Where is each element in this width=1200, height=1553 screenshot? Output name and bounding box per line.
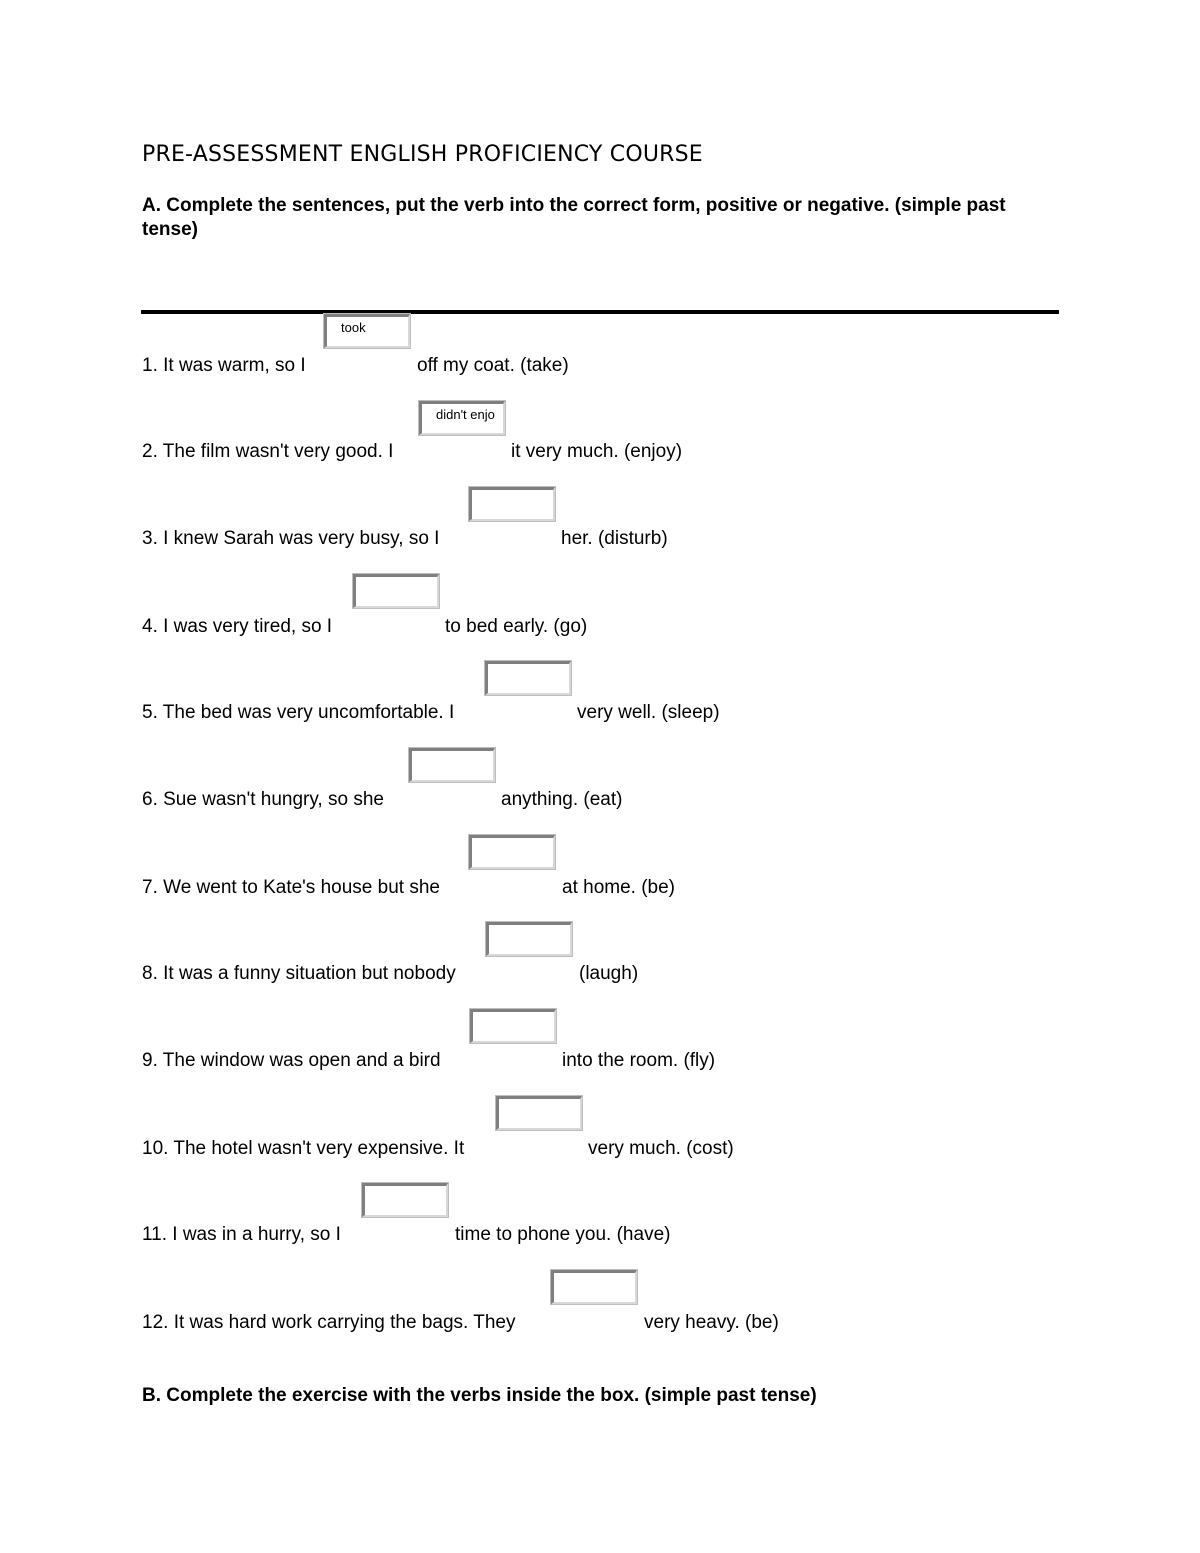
answer-box-2[interactable]: didn't enjo <box>419 401 505 435</box>
answer-box-11[interactable] <box>362 1183 448 1217</box>
answer-box-8[interactable] <box>486 922 572 956</box>
question-text: 10. The hotel wasn't very expensive. It <box>142 1138 465 1159</box>
answer-box-12[interactable] <box>551 1270 637 1304</box>
question-suffix: it very much. (enjoy) <box>511 441 683 462</box>
question-suffix: anything. (eat) <box>501 789 623 810</box>
answer-box-6[interactable] <box>409 748 495 782</box>
section-a-instruction: A. Complete the sentences, put the verb into the correct form, positive or negative. (simple past tense) <box>142 195 1006 240</box>
question-suffix: her. (disturb) <box>561 528 668 549</box>
question-suffix: very heavy. (be) <box>644 1312 779 1333</box>
answer-box-4[interactable] <box>353 574 439 608</box>
question-text: 5. The bed was very uncomfortable. I <box>142 702 455 723</box>
question-text: 4. I was very tired, so I <box>142 616 333 637</box>
question-suffix: off my coat. (take) <box>417 355 569 376</box>
question-text: 11. I was in a hurry, so I <box>142 1224 341 1245</box>
question-suffix: (laugh) <box>579 963 639 984</box>
question-suffix: to bed early. (go) <box>445 616 588 637</box>
question-suffix: at home. (be) <box>562 877 675 898</box>
answer-box-3[interactable] <box>469 487 555 521</box>
question-text: 3. I knew Sarah was very busy, so I <box>142 528 440 549</box>
question-text: 1. It was warm, so I <box>142 355 306 376</box>
answer-box-1[interactable]: took <box>324 314 410 348</box>
question-suffix: very well. (sleep) <box>577 702 720 723</box>
question-suffix: into the room. (fly) <box>562 1050 716 1071</box>
question-text: 8. It was a funny situation but nobody <box>142 963 456 984</box>
question-text: 9. The window was open and a bird <box>142 1050 441 1071</box>
question-text: 12. It was hard work carrying the bags. They <box>142 1312 516 1333</box>
page-title: PRE-ASSESSMENT ENGLISH PROFICIENCY COURSE <box>142 142 703 167</box>
answer-box-9[interactable] <box>470 1009 556 1043</box>
answer-box-5[interactable] <box>485 661 571 695</box>
question-text: 6. Sue wasn't hungry, so she <box>142 789 384 810</box>
section-b-instruction: B. Complete the exercise with the verbs inside the box. (simple past tense) <box>142 1385 817 1406</box>
question-text: 7. We went to Kate's house but she <box>142 877 440 898</box>
question-text: 2. The film wasn't very good. I <box>142 441 394 462</box>
question-suffix: very much. (cost) <box>588 1138 734 1159</box>
answer-box-10[interactable] <box>496 1096 582 1130</box>
answer-box-7[interactable] <box>469 835 555 869</box>
question-suffix: time to phone you. (have) <box>455 1224 671 1245</box>
divider-rule <box>141 310 1059 314</box>
